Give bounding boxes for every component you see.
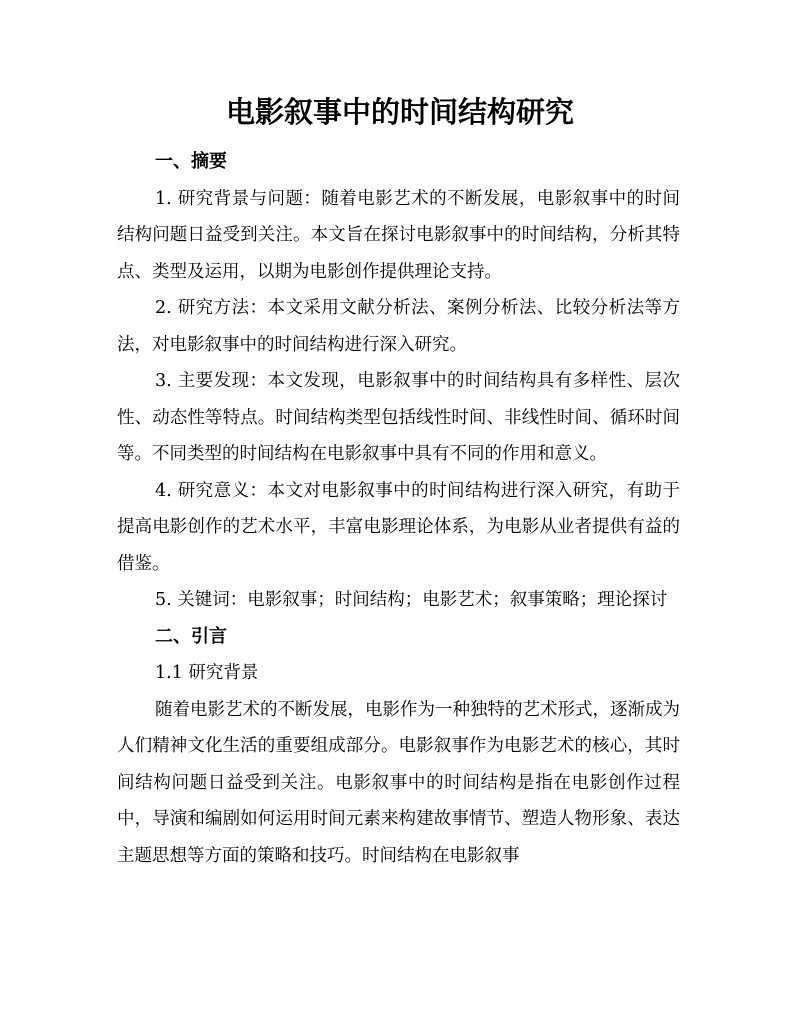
abstract-paragraph-keywords: 5. 关键词：电影叙事；时间结构；电影艺术；叙事策略；理论探讨 (155, 590, 668, 610)
section-heading-introduction: 二、引言 (155, 625, 227, 647)
subsection-heading-background: 1.1 研究背景 (155, 663, 259, 683)
abstract-paragraph-methods: 2. 研究方法：本文采用文献分析法、案例分析法、比较分析法等方法，对电影叙事中的时间结构进行深入研究。 (117, 298, 680, 355)
document-title: 电影叙事中的时间结构研究 (225, 95, 574, 129)
abstract-paragraph-significance: 4. 研究意义：本文对电影叙事中的时间结构进行深入研究，有助于提高电影创作的艺术水平，丰富电影理论体系，为电影从业者提供有益的借鉴。 (117, 480, 680, 574)
abstract-paragraph-findings: 3. 主要发现：本文发现，电影叙事中的时间结构具有多样性、层次性、动态性等特点。时间结构类型包括线性时间、非线性时间、循环时间等。不同类型的时间结构在电影叙事中具有不同的作用和意义。 (117, 371, 680, 464)
abstract-paragraph-background: 1. 研究背景与问题：随着电影艺术的不断发展，电影叙事中的时间结构问题日益受到关注。本文旨在探讨电影叙事中的时间结构，分析其特点、类型及运用，以期为电影创作提供理论支持。 (117, 188, 680, 282)
section-heading-abstract: 一、摘要 (155, 151, 227, 172)
introduction-paragraph: 随着电影艺术的不断发展，电影作为一种独特的艺术形式，逐渐成为人们精神文化生活的重要组成部分。电影叙事作为电影艺术的核心，其时间结构问题日益受到关注。电影叙事中的时间结构是指在电影创作过程中，导演和编剧如何运用时间元素来构建故事情节、塑造人物形象、表达主题思想等方面的策略和技巧。时间结构在电影叙事 (117, 699, 680, 866)
document-body (117, 144, 680, 874)
